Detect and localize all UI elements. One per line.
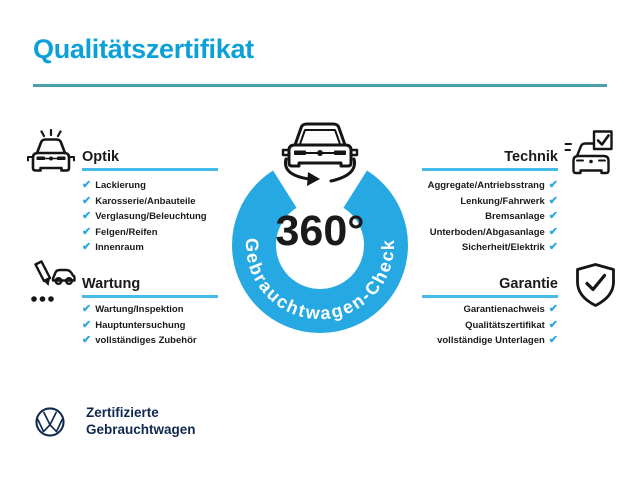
check-item-label: Sicherheit/Elektrik [461,242,545,254]
check-item [82,194,207,210]
check-item [388,209,558,225]
check-item [388,333,558,349]
check-item-label: Unterboden/Abgasanlage [429,226,545,238]
technik-items [388,178,558,256]
wartung-items [82,302,197,349]
section-title-optik: Optik [82,149,120,165]
check-item [82,318,197,334]
check-item-label: Verglasung/Beleuchtung [95,211,207,223]
page-title: Qualitätszertifikat [33,34,254,64]
check-item [388,194,558,210]
technik-underline [422,168,558,171]
ring-label: Gebrauchtwagen-Check [241,237,399,324]
check-item [388,318,558,334]
checkmark-icon: ✔ [548,179,558,192]
checkmark-icon: ✔ [548,194,558,207]
check-item [82,178,207,194]
check-item-label: vollständige Unterlagen [437,335,545,347]
check-item-label: Qualitätszertifikat [465,319,545,331]
footer-brand-line1: Zertifizierte [86,405,159,420]
shield-check-icon [575,262,616,308]
pen-car-checklist-icon [26,259,76,309]
check-item [388,240,558,256]
check-item-label: Lenkung/Fahrwerk [460,195,545,207]
check-item-label: Karosserie/Anbauteile [95,195,196,207]
check-item [388,178,558,194]
check-item [388,302,558,318]
checkmark-icon: ✔ [82,210,92,223]
check-item [82,333,197,349]
check-item-label: vollständiges Zubehör [95,335,197,347]
check-item-label: Hauptuntersuchung [95,319,186,331]
check-item-label: Innenraum [95,242,144,254]
checkmark-icon: ✔ [82,318,92,331]
checkmark-icon: ✔ [548,210,558,223]
checkmark-icon: ✔ [548,334,558,347]
section-title-technik: Technik [504,149,558,165]
check-item [388,225,558,241]
section-title-wartung: Wartung [82,276,141,292]
checkmark-icon: ✔ [548,303,558,316]
car-shine-icon [26,129,76,179]
checkmark-icon: ✔ [548,318,558,331]
footer-brand-line2: Gebrauchtwagen [86,421,196,437]
wartung-underline [82,295,218,298]
checkmark-icon: ✔ [82,334,92,347]
check-item [82,240,207,256]
checkmark-icon: ✔ [548,241,558,254]
footer-brand-text [86,405,196,438]
garantie-items [388,302,558,349]
check-item-label: Felgen/Reifen [95,226,158,238]
car-checkbox-icon [564,129,614,179]
section-title-garantie: Garantie [499,276,558,292]
checkmark-icon: ✔ [82,303,92,316]
vw-logo [34,406,66,438]
360-check-badge [228,117,412,337]
check-item [82,209,207,225]
optik-underline [82,168,218,171]
check-item-label: Wartung/Inspektion [95,304,184,316]
check-item-label: Aggregate/Antriebsstrang [427,180,545,192]
checkmark-icon: ✔ [548,225,558,238]
check-item [82,225,207,241]
check-item-label: Bremsanlage [485,211,545,223]
garantie-underline [422,295,558,298]
checkmark-icon: ✔ [82,194,92,207]
check-item-label: Lackierung [95,180,146,192]
optik-items [82,178,207,256]
degrees-label: 360° [275,207,365,255]
header-divider [33,84,607,87]
checkmark-icon: ✔ [82,179,92,192]
checkmark-icon: ✔ [82,225,92,238]
checkmark-icon: ✔ [82,241,92,254]
check-item [82,302,197,318]
check-item-label: Garantienachweis [463,304,545,316]
